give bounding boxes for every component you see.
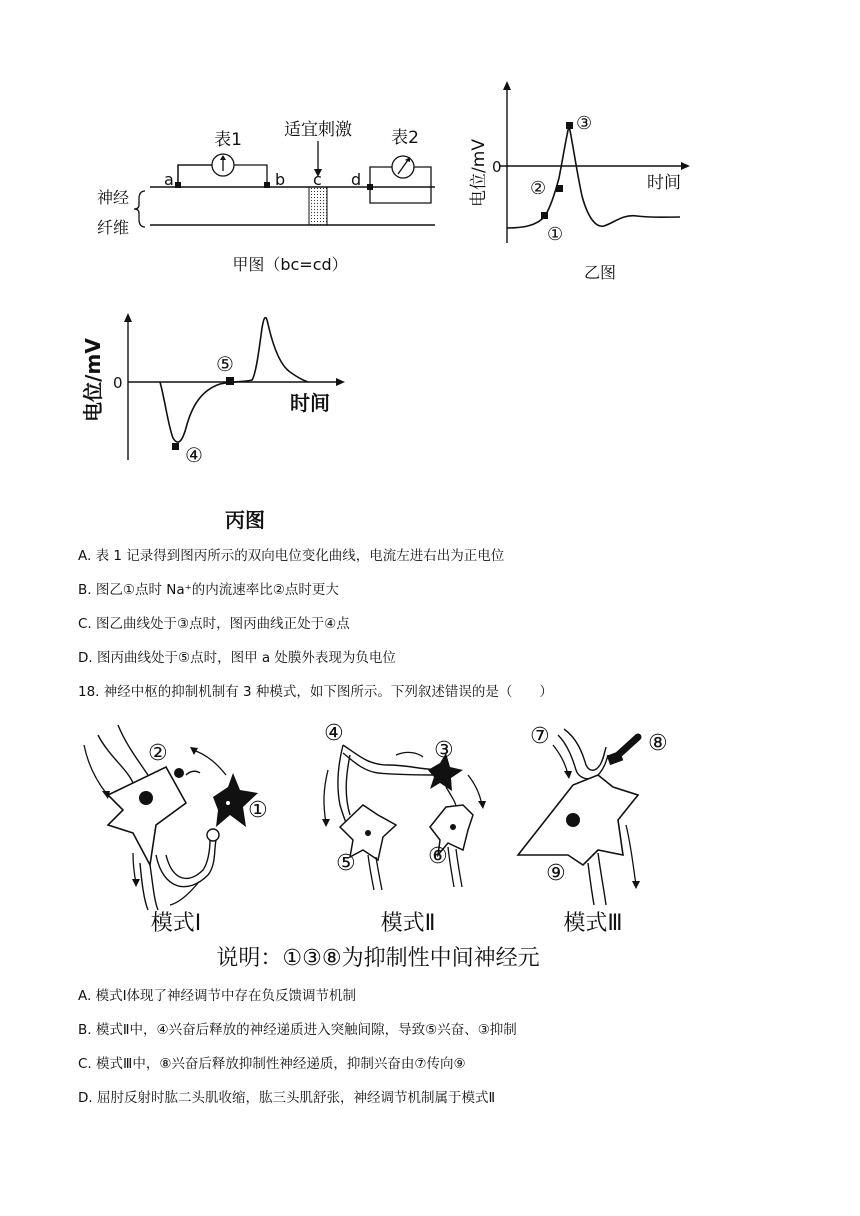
q18-option-c: C. 模式Ⅲ中，⑧兴奋后释放抑制性神经递质，抑制兴奋由⑦传向⑨ [78,1056,466,1072]
figure-jia [85,115,505,285]
mode1-caption: 模式Ⅰ [150,911,202,936]
yi-marker-3 [566,122,573,129]
mode2-label-3: ③ [434,738,454,763]
meter1-electrode-a [175,182,181,188]
figure-note: 说明：①③⑧为抑制性中间神经元 [216,946,540,971]
mode1-presynaptic-fiber [98,735,133,783]
bing-ylabel: 电位/mV [81,338,105,422]
point-c-label: c [313,170,322,189]
fiber-label-line1: 神经 [96,188,130,207]
q17-option-a: A. 表 1 记录得到图丙所示的双向电位变化曲线，电流左进右出为正电位 [78,548,505,564]
bing-zero: 0 [113,374,123,392]
yi-marker-2 [556,185,563,192]
mode3-neuron-9-nucleus [566,813,580,827]
stimulus-zone [309,187,327,225]
q18-stem: 18. 神经中枢的抑制机制有 3 种模式，如下图所示。下列叙述错误的是（ ） [78,684,553,700]
mode2-caption: 模式Ⅱ [380,911,436,936]
mode2-label-4: ④ [324,721,344,746]
q17-option-c: C. 图乙曲线处于③点时，图丙曲线正处于④点 [78,616,350,632]
fiber-brace [134,191,145,227]
q17-option-b: B. 图乙①点时 Na⁺的内流速率比②点时更大 [78,582,339,598]
meter1-wire [178,165,213,182]
mode3-label-8: ⑧ [648,731,668,756]
mode1-label-1: ① [248,798,268,823]
mode1-synapse-filled [174,768,184,778]
mode3-caption: 模式Ⅲ [563,911,623,936]
point-a-label: a [164,170,174,189]
mode2-label-5: ⑤ [336,851,356,876]
mode3-label-9: ⑨ [546,861,566,886]
bing-label-4: ④ [185,443,203,467]
figure-bing [80,310,370,535]
bing-marker-4 [172,443,179,450]
bing-caption: 丙图 [225,508,265,532]
figure-yi [462,78,702,288]
yi-ylabel: 电位/mV [469,139,489,207]
bing-xlabel: 时间 [290,391,330,415]
yi-label-1: ① [547,224,564,245]
q18-option-a: A. 模式Ⅰ体现了神经调节中存在负反馈调节机制 [78,988,357,1004]
mode2-fiber-4 [343,745,443,770]
q18-option-d: D. 屈肘反射时肱二头肌收缩，肱三头肌舒张，神经调节机制属于模式Ⅱ [78,1090,496,1106]
yi-label-2: ② [530,178,547,199]
mode1-label-2: ② [148,741,168,766]
yi-caption: 乙图 [583,263,617,282]
q18-option-b: B. 模式Ⅱ中，④兴奋后释放的神经递质进入突触间隙，导致⑤兴奋、③抑制 [78,1022,517,1038]
yi-marker-1 [541,212,548,219]
figure-inhibition-modes [78,715,718,975]
stimulus-label: 适宜刺激 [284,120,352,140]
q17-option-d: D. 图丙曲线处于⑤点时，图甲 a 处膜外表现为负电位 [78,650,396,666]
mode3-label-7: ⑦ [530,724,550,749]
meter2-label: 表2 [391,128,419,148]
meter1-electrode-b [264,182,270,188]
fig-jia-caption: 甲图（bc=cd） [232,255,348,274]
mode2-label-6: ⑥ [428,844,448,869]
mode1-neuron-2-body [108,767,186,865]
mode1-neuron-2-nucleus [139,791,153,805]
bing-label-5: ⑤ [216,352,234,376]
yi-zero: 0 [492,158,502,176]
yi-label-3: ③ [576,113,593,134]
meter1-label: 表1 [214,130,242,150]
point-d-label: d [351,170,362,189]
yi-xlabel: 时间 [647,173,681,193]
mode1-synapse-open [207,829,219,841]
point-b-label: b [275,170,286,189]
bing-marker-5 [226,377,234,385]
fiber-label-line2: 纤维 [96,218,130,237]
